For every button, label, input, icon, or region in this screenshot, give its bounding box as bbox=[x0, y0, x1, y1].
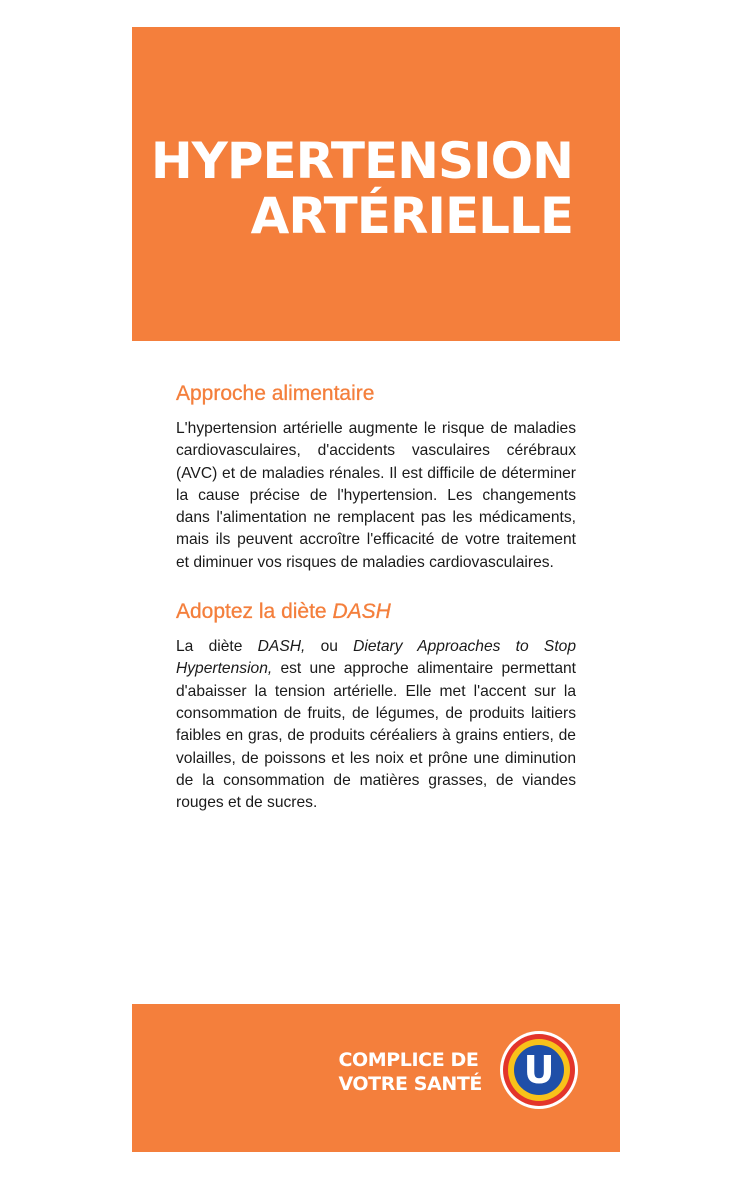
page-title bbox=[151, 134, 573, 244]
heading-emphasis: DASH bbox=[332, 600, 391, 624]
section-heading bbox=[176, 598, 576, 626]
body-emphasis-1: DASH, bbox=[257, 638, 306, 656]
header-band bbox=[132, 27, 620, 341]
section-paragraph: L'hypertension artérielle augmente le risque de maladies cardiovasculaires, d'accidents vasculaires cérébraux (AVC) et de maladies rénales. Il est difficile de déterminer la cause précise de l'hypertension. Les changements dans l'alimentation ne remplacent pas les médicaments, mais ils peuvent accroître l'efficacité de votre traitement et diminuer vos risques de maladies cardiovasculaires. bbox=[176, 420, 576, 571]
main-content bbox=[176, 380, 576, 814]
section-diete-dash bbox=[176, 598, 576, 814]
heading-text: Adoptez la diète bbox=[176, 600, 333, 624]
section-paragraph bbox=[176, 636, 576, 814]
body-emphasis-2: Dietary Approaches to Stop Hypertension, bbox=[176, 638, 576, 678]
logo-letter: U bbox=[523, 1048, 555, 1092]
body-text-1: La diète bbox=[176, 638, 258, 656]
slogan bbox=[338, 1048, 482, 1096]
body-text-3: est une approche alimentaire permettant d'abaisser la tension artérielle. Elle met l'accent sur la consommation de fruits, de légumes, de produits laitiers faibles en gras, de produits céréaliers à grains entiers, de volailles, de poissons et les noix et prône une diminution de la consommation de matières grasses, de viandes rouges et de sucres. bbox=[176, 660, 576, 812]
brand-logo bbox=[499, 1030, 579, 1110]
section-approche-alimentaire bbox=[176, 380, 576, 574]
body-text-2: ou bbox=[305, 638, 354, 656]
title-line-2: ARTÉRIELLE bbox=[250, 187, 573, 245]
slogan-line-2: VOTRE SANTÉ bbox=[338, 1073, 482, 1095]
slogan-line-1: COMPLICE DE bbox=[338, 1049, 479, 1071]
title-line-1: HYPERTENSION bbox=[150, 132, 573, 190]
footer-band bbox=[132, 1004, 620, 1152]
section-heading: Approche alimentaire bbox=[176, 382, 375, 405]
